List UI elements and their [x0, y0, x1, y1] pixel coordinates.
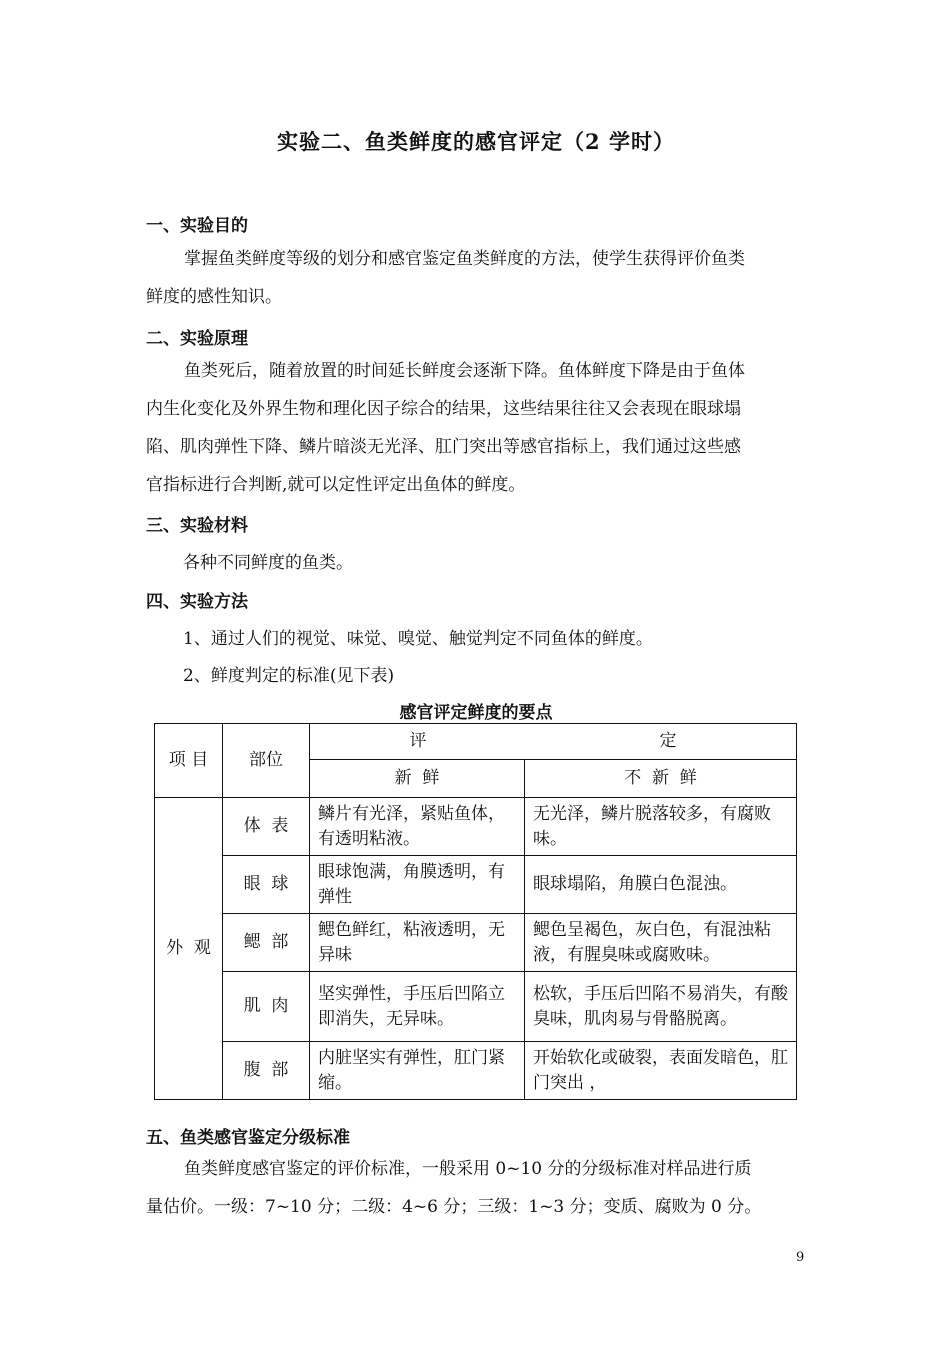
page-title: 实验二、鱼类鲜度的感官评定（2 学时） — [277, 129, 675, 154]
section-heading-materials: 三、实验材料 — [146, 516, 248, 536]
row-stale: 松软，手压后凹陷不易消失，有酸臭味，肌肉易与骨骼脱离。 — [525, 972, 797, 1042]
table-row — [155, 1042, 797, 1100]
freshness-table — [154, 723, 797, 1100]
paragraph-purpose — [146, 240, 811, 316]
row-fresh: 鳃色鲜红，粘液透明，无异味 — [310, 914, 525, 972]
table-row — [155, 914, 797, 972]
header-evaluation — [310, 724, 797, 760]
row-fresh: 坚实弹性，手压后凹陷立即消失，无异味。 — [310, 972, 525, 1042]
row-stale: 鳃色呈褐色，灰白色，有混浊粘液，有腥臭味或腐败味。 — [525, 914, 797, 972]
paragraph-line: 陷、肌肉弹性下降、鳞片暗淡无光泽、肛门突出等感官指标上，我们通过这些感 — [146, 437, 741, 457]
paragraph-line: 官指标进行合判断,就可以定性评定出鱼体的鲜度。 — [146, 475, 526, 495]
table-row — [155, 856, 797, 914]
row-stale: 眼球塌陷，角膜白色混浊。 — [525, 856, 797, 914]
row-part: 鳃 部 — [223, 914, 310, 972]
header-fresh: 新 鲜 — [310, 760, 525, 798]
table-caption: 感官评定鲜度的要点 — [399, 703, 553, 723]
table-row — [155, 972, 797, 1042]
group-appearance: 外 观 — [155, 798, 223, 1100]
row-stale: 无光泽，鳞片脱落较多，有腐败味。 — [525, 798, 797, 856]
header-eval-char-2: 定 — [659, 731, 677, 751]
section-heading-methods: 四、实验方法 — [146, 592, 248, 612]
section-heading-purpose: 一、实验目的 — [146, 216, 248, 236]
row-part: 腹 部 — [223, 1042, 310, 1100]
header-part: 部位 — [223, 724, 310, 798]
paragraph-line: 鱼类死后，随着放置的时间延长鲜度会逐渐下降。鱼体鲜度下降是由于鱼体 — [184, 361, 745, 381]
header-item: 项 目 — [155, 724, 223, 798]
row-part: 眼 球 — [223, 856, 310, 914]
paragraph-line: 鱼类鲜度感官鉴定的评价标准，一般采用 0~10 分的分级标准对样品进行质 — [184, 1159, 752, 1179]
row-fresh: 内脏坚实有弹性，肛门紧缩。 — [310, 1042, 525, 1100]
table-header-row — [155, 724, 797, 760]
paragraph-grading — [146, 1150, 811, 1226]
row-part: 肌 肉 — [223, 972, 310, 1042]
row-fresh: 鳞片有光泽，紧贴鱼体，有透明粘液。 — [310, 798, 525, 856]
header-not-fresh: 不 新 鲜 — [525, 760, 797, 798]
section-heading-principle: 二、实验原理 — [146, 329, 248, 349]
paragraph-line: 鲜度的感性知识。 — [146, 287, 282, 307]
table-row — [155, 798, 797, 856]
row-fresh: 眼球饱满，角膜透明，有弹性 — [310, 856, 525, 914]
paragraph-line: 量估价。一级：7~10 分；二级：4~6 分；三级：1~3 分；变质、腐败为 0 分。 — [146, 1197, 762, 1217]
row-stale: 开始软化或破裂，表面发暗色，肛门突出 ， — [525, 1042, 797, 1100]
row-part: 体 表 — [223, 798, 310, 856]
paragraph-line: 内生化变化及外界生物和理化因子综合的结果，这些结果往往又会表现在眼球塌 — [146, 399, 741, 419]
paragraph-line: 掌握鱼类鲜度等级的划分和感官鉴定鱼类鲜度的方法，使学生获得评价鱼类 — [184, 249, 745, 269]
method-item-2: 2、鲜度判定的标准(见下表) — [183, 666, 395, 686]
page-number: 9 — [796, 1250, 805, 1265]
header-eval-char-1: 评 — [409, 731, 427, 751]
paragraph-principle — [146, 352, 811, 504]
section-heading-grading: 五、鱼类感官鉴定分级标准 — [146, 1128, 350, 1148]
method-item-1: 1、通过人们的视觉、味觉、嗅觉、触觉判定不同鱼体的鲜度。 — [183, 629, 653, 649]
paragraph-materials: 各种不同鲜度的鱼类。 — [183, 553, 353, 573]
